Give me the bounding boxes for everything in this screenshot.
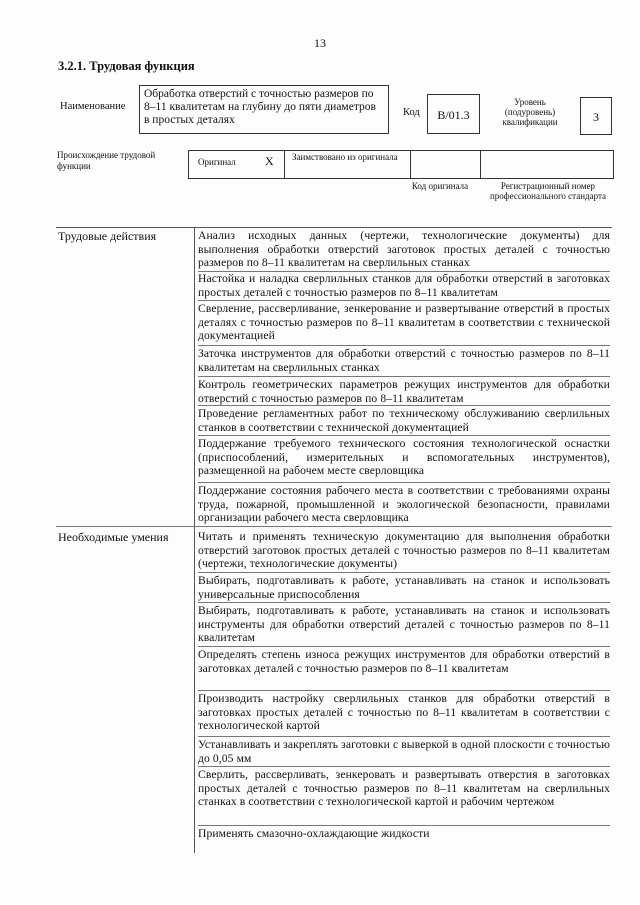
required-skill-item: Определять степень износа режущих инструментов для обработки отверстий в заготовках деталей с точностью размеров по 8–11 квалитетам <box>198 648 610 675</box>
row-divider <box>198 376 610 377</box>
row-divider <box>198 482 610 483</box>
original-mark: X <box>265 154 274 168</box>
code-label: Код <box>403 107 420 118</box>
required-skill-item: Устанавливать и закреплять заготовки с выверкой в одной плоскости с точностью до 0,05 мм <box>198 738 610 765</box>
page-number: 13 <box>314 36 326 50</box>
required-skills-label: Необходимые умения <box>58 530 169 544</box>
labor-action-item: Контроль геометрических параметров режущих инструментов для обработки отверстий с точностью размеров по 8–11 квалитетам <box>198 378 610 405</box>
required-skill-item: Выбирать, подготавливать к работе, устанавливать на станок и использовать универсальные приспособления <box>198 574 610 601</box>
row-divider <box>198 572 610 573</box>
column-divider <box>194 227 195 853</box>
labor-action-item: Анализ исходных данных (чертежи, технологические документы) для выполнения обработки отверстий заготовок простых деталей с точностью размеров по 8–11 квалитетам на сверлильных станках <box>198 229 610 270</box>
required-skill-item: Выбирать, подготавливать к работе, устанавливать на станок и использовать инструменты для обработки отверстий деталей с точностью размеров по 8–11 квалитетам <box>198 604 610 645</box>
labor-action-item: Проведение регламентных работ по техническому обслуживанию сверлильных станков в соответствии с технической документацией <box>198 407 610 434</box>
row-divider <box>198 435 610 436</box>
row-divider <box>198 736 610 737</box>
origin-table <box>188 150 614 179</box>
original-label: Оригинал <box>198 157 236 167</box>
name-label: Наименование <box>60 101 126 112</box>
labor-action-item: Поддержание требуемого технического состояния технологической оснастки (приспособлений, измерительных и вспомогательных инструментов), размещенной на рабочем месте сверловщика <box>198 437 610 478</box>
labor-actions-label: Трудовые действия <box>58 229 157 243</box>
borrowed-label: Заимствовано из оригинала <box>292 152 398 162</box>
section-divider <box>56 526 612 527</box>
reg-number-label: Регистрационный номер профессионального стандарта <box>489 181 607 201</box>
row-divider <box>198 300 610 301</box>
function-code: В/01.3 <box>427 94 480 134</box>
labor-action-item: Заточка инструментов для обработки отверстий с точностью размеров по 8–11 квалитетам на сверлильных станках <box>198 347 610 374</box>
qualification-level: 3 <box>580 97 612 135</box>
qualification-level-label: Уровень (подуровень) квалификации <box>502 97 558 127</box>
required-skill-item: Читать и применять техническую документацию для выполнения обработки отверстий заготовок простых деталей с точностью размеров по 8–11 квалитетам (чертежи, технологические документы) <box>198 530 610 571</box>
section-title: 3.2.1. Трудовая функция <box>58 59 195 73</box>
origin-label: Происхождение трудовой функции <box>57 150 156 171</box>
code-original-label: Код оригинала <box>411 181 469 191</box>
row-divider <box>198 766 610 767</box>
row-divider <box>198 825 610 826</box>
labor-action-item: Настойка и наладка сверлильных станков для обработки отверстий в заготовках простых деталей с точностью размеров по 8–11 квалитетам <box>198 272 610 299</box>
row-divider <box>198 602 610 603</box>
row-divider <box>198 646 610 647</box>
table-top-line <box>56 227 612 228</box>
required-skill-item: Производить настройку сверлильных станков для обработки отверстий в заготовках простых деталей с точностью по 8–11 квалитетам в соответствии с технологической картой <box>198 692 610 733</box>
required-skill-item: Применять смазочно-охлаждающие жидкости <box>198 827 430 840</box>
labor-action-item: Сверление, рассверливание, зенкерование и развертывание отверстий в простых деталях с точностью размеров по 8–11 квалитетам в соответствии с технической документацией <box>198 302 610 343</box>
row-divider <box>198 690 610 691</box>
required-skill-item: Сверлить, рассверливать, зенкеровать и развертывать отверстия в заготовках простых деталей с точностью размеров по 8–11 квалитетам на сверлильных станках в соответствии с технологической картой и рабочим чертежом <box>198 768 610 809</box>
row-divider <box>198 405 610 406</box>
function-name: Обработка отверстий с точностью размеров по 8–11 квалитетам на глубину до пяти диаметров в простых деталях <box>139 85 389 134</box>
labor-action-item: Поддержание состояния рабочего места в соответствии с требованиями охраны труда, пожарной, промышленной и экологической безопасности, правилами организации рабочего места сверловщика <box>198 484 610 525</box>
row-divider <box>198 345 610 346</box>
